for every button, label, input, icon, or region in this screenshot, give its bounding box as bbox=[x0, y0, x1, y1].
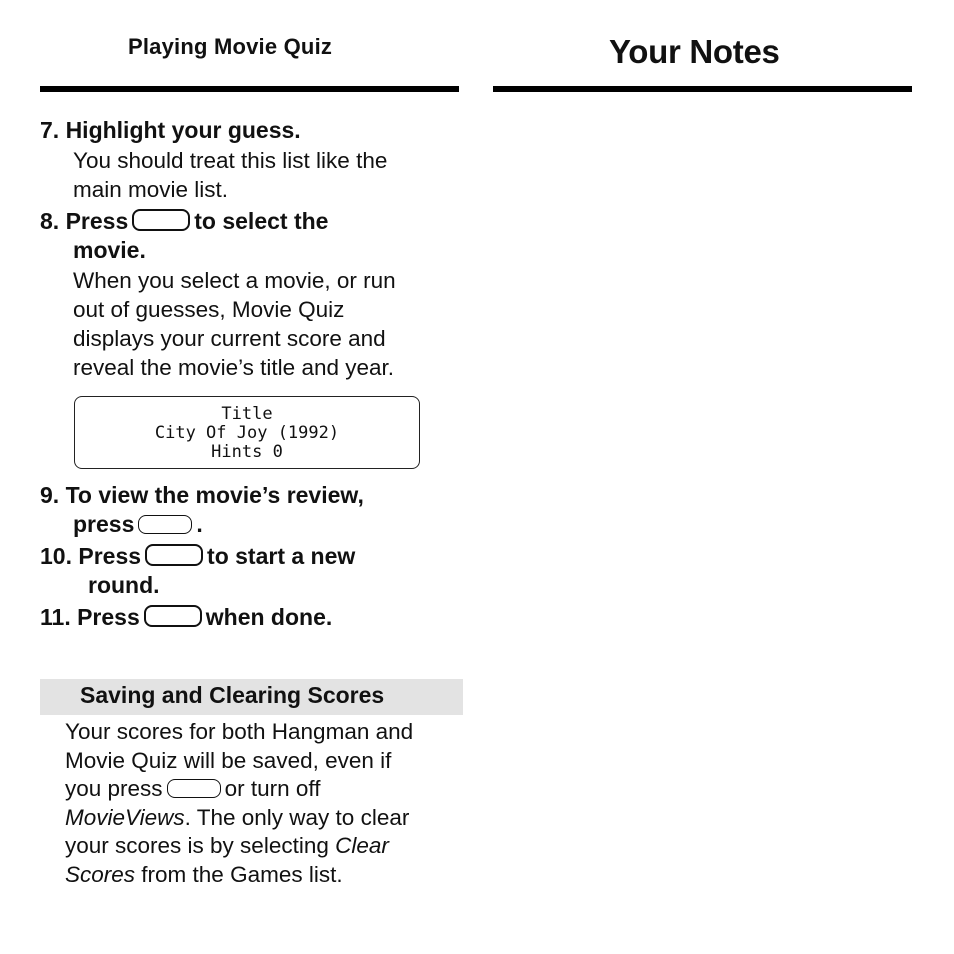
para-text: from the Games list. bbox=[135, 861, 343, 887]
body-line: You should treat this list like the bbox=[73, 148, 388, 173]
para-line bbox=[65, 832, 413, 861]
para-text: or turn off bbox=[224, 776, 321, 802]
device-screen bbox=[74, 396, 420, 469]
step-10-heading bbox=[40, 542, 355, 600]
step-8-suffix: to select the bbox=[194, 208, 329, 234]
page-section-title: Playing Movie Quiz bbox=[128, 34, 333, 59]
step-7-body bbox=[73, 146, 387, 204]
step-10-prefix: 10. Press bbox=[40, 543, 142, 569]
notes-title: Your Notes bbox=[609, 33, 780, 70]
right-header-rule bbox=[493, 86, 912, 92]
body-line: displays your current score and bbox=[73, 326, 386, 351]
body-line: main movie list. bbox=[73, 177, 229, 202]
back-key-icon bbox=[144, 605, 202, 627]
step-8-prefix: 8. Press bbox=[40, 208, 129, 234]
screen-line-movie: City Of Joy (1992) bbox=[154, 423, 340, 443]
body-line: out of guesses, Movie Quiz bbox=[73, 297, 345, 322]
step-9-line1: 9. To view the movie’s review, bbox=[40, 482, 364, 508]
product-name: MovieViews bbox=[65, 804, 185, 830]
para-line: Your scores for both Hangman and bbox=[65, 719, 414, 744]
menu-item-name: Scores bbox=[65, 861, 136, 887]
menu-item-name: Clear bbox=[335, 833, 389, 859]
review-key-icon bbox=[138, 515, 192, 534]
step-11-suffix: when done. bbox=[205, 604, 333, 630]
para-text: . The only way to clear bbox=[184, 804, 410, 830]
section-heading: Saving and Clearing Scores bbox=[80, 682, 385, 708]
enter-key-icon bbox=[132, 209, 190, 231]
off-key-icon bbox=[167, 779, 221, 798]
screen-line-hints: Hints 0 bbox=[211, 442, 283, 462]
para-text: your scores is by selecting bbox=[65, 833, 336, 859]
step-10-line2: round. bbox=[88, 572, 160, 598]
step-9-heading bbox=[40, 481, 364, 539]
para-line: Movie Quiz will be saved, even if bbox=[65, 747, 392, 773]
screen-line-title: Title bbox=[221, 404, 273, 424]
para-text: you press bbox=[65, 776, 163, 802]
body-line: reveal the movie’s title and year. bbox=[73, 355, 395, 380]
section-paragraph bbox=[65, 718, 413, 890]
para-line bbox=[65, 775, 413, 804]
step-11-heading bbox=[40, 603, 332, 632]
left-header-rule bbox=[40, 86, 459, 92]
step-7-heading: 7. Highlight your guess. bbox=[40, 117, 301, 143]
enter-key-icon bbox=[145, 544, 203, 566]
para-line bbox=[65, 861, 413, 890]
step-11-prefix: 11. Press bbox=[40, 604, 140, 630]
para-line bbox=[65, 804, 413, 833]
step-8-body bbox=[73, 266, 396, 382]
body-line: When you select a movie, or run bbox=[73, 268, 396, 293]
step-10-suffix: to start a new bbox=[207, 543, 356, 569]
step-9-prefix: press bbox=[73, 511, 135, 537]
step-8-line2: movie. bbox=[73, 237, 146, 263]
step-8-heading bbox=[40, 207, 328, 265]
step-9-suffix: . bbox=[196, 511, 203, 537]
